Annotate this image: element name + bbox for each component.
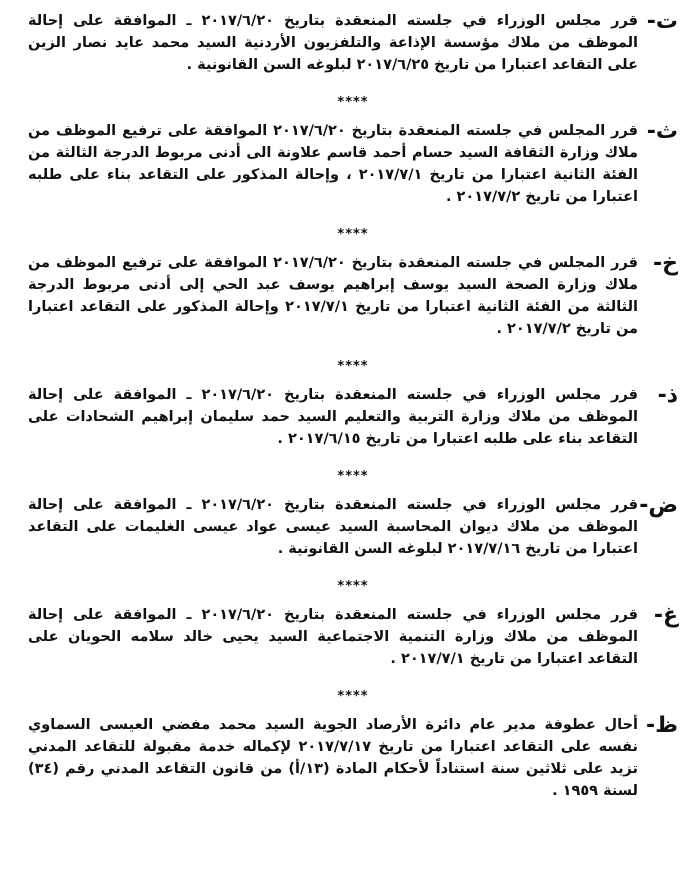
item-text: قرر المجلس في جلسته المنعقدة بتاريخ ٢٠١٧/٦/٢٠ الموافقة على ترفيع الموظف من ملاك وزارة الثقافة السيد حسام أحمد قاسم علاونة الى أدنى مربوط الدرجة الثالثة من الفئة الثانية اعتبارا من تاريخ ٢٠١٧/٧/١ ، وإحالة المذكور على التقاعد بناء على طلبه اعتبارا من تاريخ ٢٠١٧/٧/٢ .	[28, 123, 638, 205]
decision-item	[28, 494, 678, 560]
item-text: قرر مجلس الوزراء في جلسته المنعقدة بتاريخ ٢٠١٧/٦/٢٠ ـ الموافقة على إحالة الموظف من ملاك وزارة التربية والتعليم السيد حمد سليمان إبراهيم الشحادات على التقاعد بناء على طلبه اعتبارا من تاريخ ٢٠١٧/٦/١٥ .	[28, 387, 638, 447]
decision-item	[28, 10, 678, 76]
decision-item	[28, 120, 678, 208]
decision-item	[28, 252, 678, 340]
decision-item	[28, 714, 678, 802]
item-text: قرر مجلس الوزراء في جلسته المنعقدة بتاريخ ٢٠١٧/٦/٢٠ ـ الموافقة على إحالة الموظف من ملاك ديوان المحاسبة السيد عيسى عواد عيسى الغليمات على التقاعد اعتبارا من تاريخ ٢٠١٧/٧/١٦ لبلوغه السن القانونية .	[28, 497, 638, 557]
separator: ****	[337, 227, 369, 242]
item-letter: غ-	[653, 603, 678, 628]
item-letter: ض-	[639, 493, 678, 518]
item-letter: ث-	[646, 119, 678, 144]
separator: ****	[337, 689, 369, 704]
decision-item	[28, 604, 678, 670]
item-text: قرر مجلس الوزراء في جلسته المنعقدة بتاريخ ٢٠١٧/٦/٢٠ ـ الموافقة على إحالة الموظف من ملاك وزارة التنمية الاجتماعية السيد يحيى خالد سلامه الحويان على التقاعد اعتبارا من تاريخ ٢٠١٧/٧/١ .	[28, 607, 638, 667]
item-text: قرر مجلس الوزراء في جلسته المنعقدة بتاريخ ٢٠١٧/٦/٢٠ ـ الموافقة على إحالة الموظف من ملاك مؤسسة الإذاعة والتلفزيون الأردنية السيد محمد عايد نصار الزين على التقاعد اعتبارا من تاريخ ٢٠١٧/٦/٢٥ لبلوغه السن القانونية .	[28, 13, 638, 73]
separator: ****	[337, 95, 369, 110]
item-letter: ذ-	[657, 383, 678, 408]
item-text: أحال عطوفة مدير عام دائرة الأرصاد الجوية السيد محمد مفضي العيسى السماوي نفسه على التقاعد اعتبارا من تاريخ ٢٠١٧/٧/١٧ لإكماله خدمة مقبولة للتقاعد المدني تزيد على ثلاثين سنة استناداً لأحكام المادة (١٣/أ) من قانون التقاعد المدني رقم (٣٤) لسنة ١٩٥٩ .	[28, 717, 639, 799]
separator: ****	[337, 579, 369, 594]
item-letter: ظ-	[646, 713, 678, 738]
item-letter: ت-	[646, 9, 678, 34]
separator: ****	[337, 469, 369, 484]
decision-item	[28, 384, 678, 450]
item-text: قرر المجلس في جلسته المنعقدة بتاريخ ٢٠١٧/٦/٢٠ الموافقة على ترفيع الموظف من ملاك وزارة الصحة السيد يوسف إبراهيم يوسف عبد الحي إلى أدنى مربوط الدرجة الثالثة من الفئة الثانية اعتبارا من تاريخ ٢٠١٧/٧/١ وإحالة المذكور على التقاعد اعتبارا من تاريخ ٢٠١٧/٧/٢ .	[28, 255, 639, 337]
separator: ****	[337, 359, 369, 374]
item-letter: خ-	[653, 251, 678, 276]
